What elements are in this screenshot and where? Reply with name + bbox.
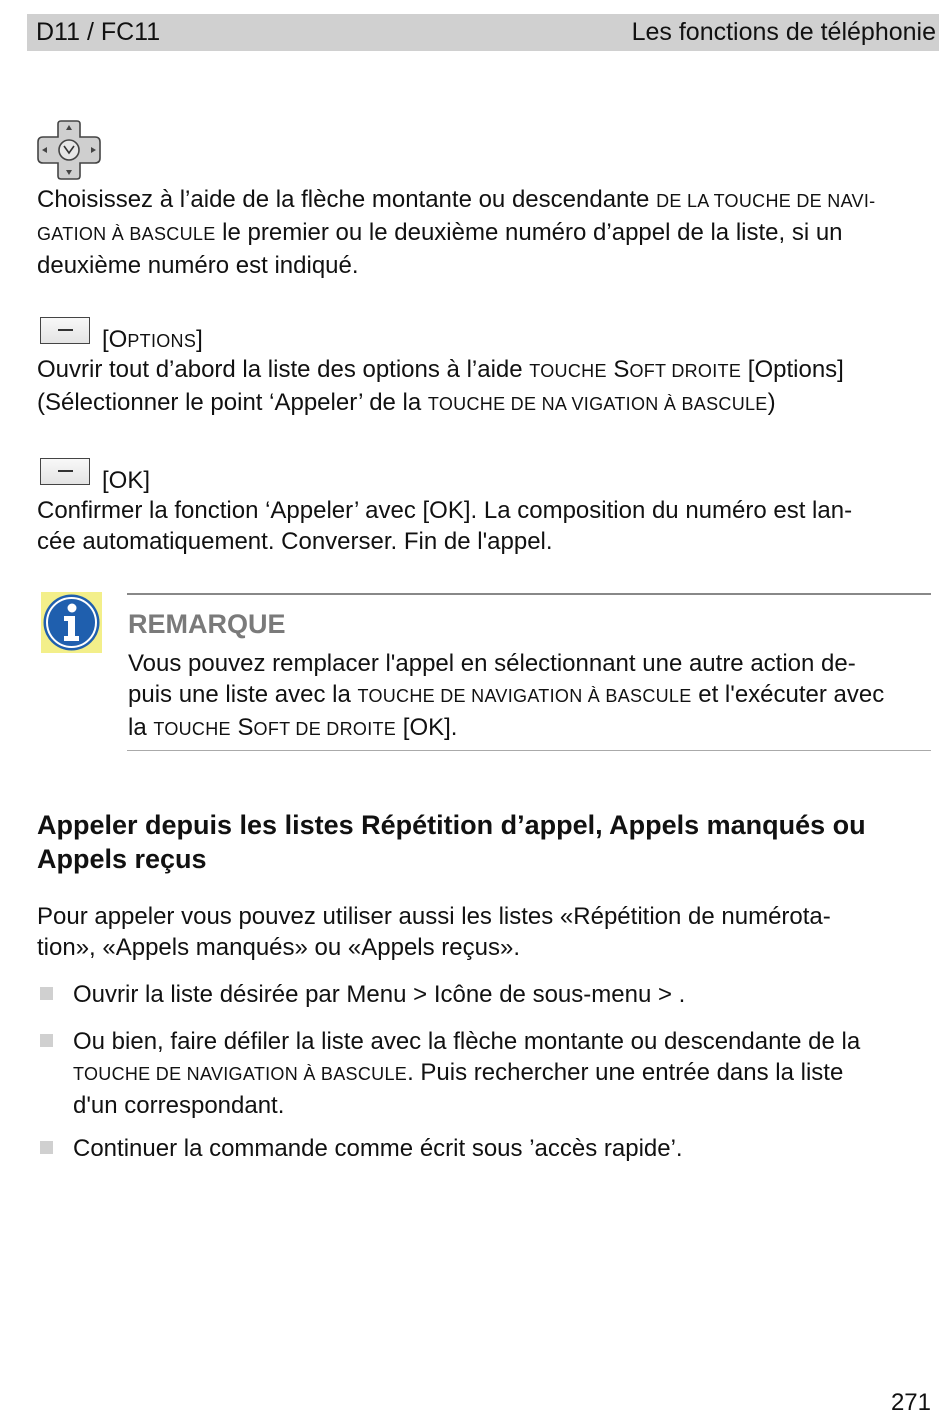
remarque-title: REMARQUE	[128, 609, 286, 639]
step1-key-name-part1: DE LA TOUCHE DE NAVI-	[656, 191, 876, 211]
ok-key-label: [OK]	[102, 467, 151, 494]
header-model: D11 / FC11	[36, 18, 161, 46]
step3-text: Confirmer la fonction ‘Appeler’ avec [OK]. La composition du numéro est lan- cée automatiquement. Converser. Fin de l'appel.	[37, 497, 853, 555]
soft-key-icon	[40, 317, 90, 344]
options-key-label: [OPTIONS]	[102, 326, 203, 353]
step1-key-name-part2: GATION À BASCULE	[37, 224, 216, 244]
section-intro: Pour appeler vous pouvez utiliser aussi les listes «Répétition de numérota- tion», «Appels manqués» ou «Appels reçus».	[37, 903, 831, 961]
navigation-rocker-key-icon	[36, 119, 102, 181]
remarque-text: Vous pouvez remplacer l'appel en sélectionnant une autre action de- puis une liste avec la TOUCHE DE NAVIGATION À BASCULE et l'exécuter avec la TOUCHE SOFT DE DROITE [OK].	[128, 650, 885, 741]
soft-key-icon	[40, 458, 90, 485]
step1-line1-text: Choisissez à l’aide de la flèche montante ou descendante	[37, 186, 657, 213]
step2-text: Ouvrir tout d’abord la liste des options à l’aide TOUCHE SOFT DROITE [Options] (Sélectionner le point ‘Appeler’ de la TOUCHE DE NA VIGATION À BASCULE)	[37, 356, 844, 416]
remarque-bottom-rule	[127, 750, 931, 751]
bullet-square-icon	[40, 1141, 53, 1154]
page-number: 271	[890, 1389, 931, 1416]
bullet-square-icon	[40, 987, 53, 1000]
list-item: Ouvrir la liste désirée par Menu > Icône de sous-menu > .	[73, 981, 686, 1008]
step1-text	[37, 184, 927, 281]
step1-line2-text: le premier ou le deuxième numéro d’appel de la liste, si un	[215, 219, 843, 246]
page-header	[27, 14, 939, 51]
list-item: Continuer la commande comme écrit sous ’accès rapide’.	[73, 1135, 683, 1162]
section-heading: Appeler depuis les listes Répétition d’appel, Appels manqués ou Appels reçus	[37, 810, 866, 874]
list-item: Ou bien, faire défiler la liste avec la flèche montante ou descendante de la TOUCHE DE NAVIGATION À BASCULE. Puis rechercher une entrée dans la liste d'un correspondant.	[73, 1028, 861, 1119]
info-icon	[41, 592, 102, 653]
header-chapter: Les fonctions de téléphonie	[631, 18, 936, 46]
step1-line3-text: deuxième numéro est indiqué.	[37, 252, 359, 279]
bullet-square-icon	[40, 1034, 53, 1047]
remarque-top-rule	[127, 593, 931, 595]
